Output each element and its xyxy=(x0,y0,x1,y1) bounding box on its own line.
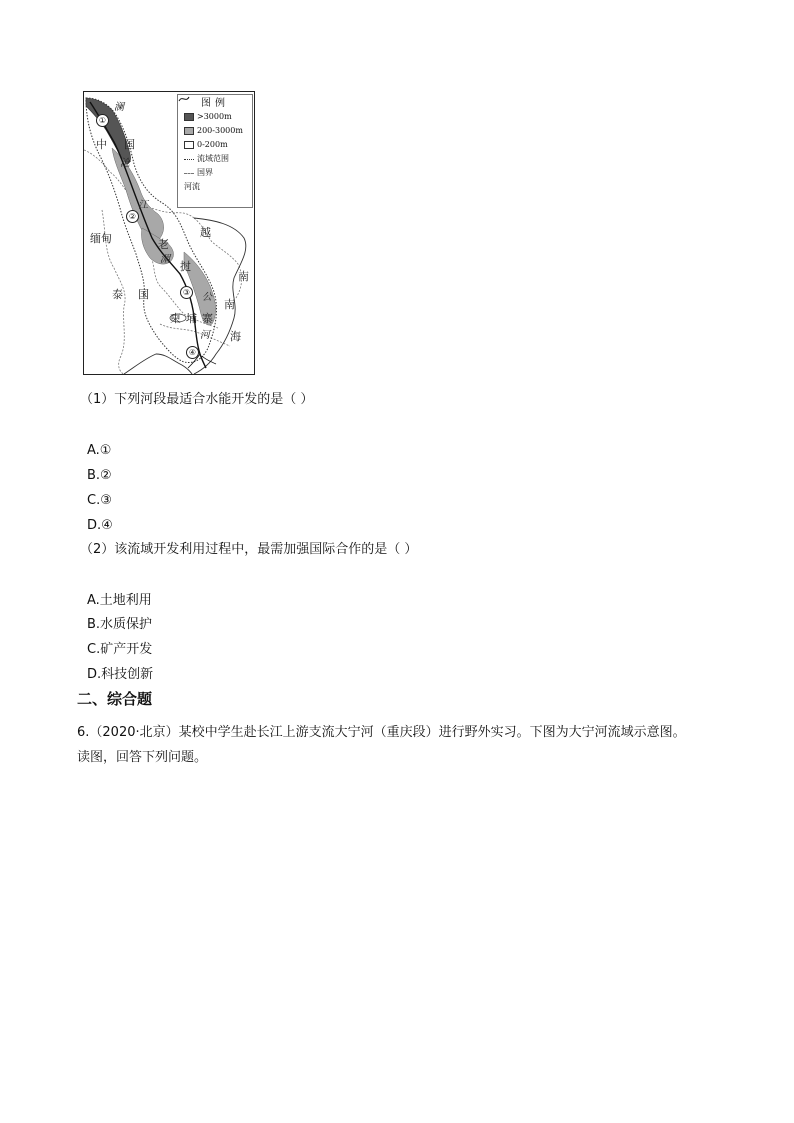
mekong-basin-map xyxy=(83,91,255,375)
question-1-stem: （1）下列河段最适合水能开发的是（ ） xyxy=(80,392,314,407)
marker-4: ④ xyxy=(186,346,199,359)
marker-2: ② xyxy=(126,210,139,223)
map-label-lao: 老 xyxy=(158,238,169,251)
map-label-guo2: 国 xyxy=(138,288,149,301)
legend-swatch-light xyxy=(184,141,194,149)
legend-row-low xyxy=(178,138,252,152)
legend-label: 河流 xyxy=(184,182,200,191)
question-6-line-1: 6.（2020·北京）某校中学生赴长江上游支流大宁河（重庆段）进行野外实习。下图为大宁河流域示意图。 xyxy=(77,725,686,740)
legend-row-high xyxy=(178,110,252,124)
map-label-hai: 海 xyxy=(230,330,241,343)
legend-row-basin xyxy=(178,152,252,166)
map-label-zhai: 寨 xyxy=(202,312,213,325)
legend-label: 流域范围 xyxy=(197,154,229,163)
question-1-option-d[interactable]: D.④ xyxy=(87,518,113,533)
map-label-guo: 国 xyxy=(124,138,135,151)
legend-river-icon xyxy=(178,95,190,103)
marker-1: ① xyxy=(96,114,109,127)
question-6-line-2: 读图，回答下列问题。 xyxy=(77,750,208,765)
map-label-yue: 越 xyxy=(200,226,211,239)
map-label-jiang: 江 xyxy=(138,200,148,211)
map-label-wo: 挝 xyxy=(180,260,191,273)
map-label-nan-sea: 南 xyxy=(224,298,235,311)
map-label-gong: 公 xyxy=(202,292,212,303)
question-1-option-c[interactable]: C.③ xyxy=(87,493,112,508)
map-label-cang: 沧 xyxy=(120,158,130,169)
map-label-pu: 埔 xyxy=(186,312,197,325)
legend-label: 国界 xyxy=(197,168,213,177)
legend-title: 图例 xyxy=(201,98,229,109)
legend-label: 0-200m xyxy=(197,140,228,149)
legend-label: >3000m xyxy=(197,112,232,121)
gulf-coastline xyxy=(124,354,192,374)
marker-3: ③ xyxy=(180,286,193,299)
question-1-option-b[interactable]: B.② xyxy=(87,468,112,483)
map-label-tai: 泰 xyxy=(112,288,123,301)
question-2-option-a[interactable]: A.土地利用 xyxy=(87,593,152,608)
question-1-option-a[interactable]: A.① xyxy=(87,443,112,458)
map-label-jian: 柬 xyxy=(170,312,181,325)
legend-row-mid xyxy=(178,124,252,138)
question-2-option-d[interactable]: D.科技创新 xyxy=(87,667,154,682)
legend-swatch-dark xyxy=(184,113,194,121)
map-legend xyxy=(177,94,253,208)
question-2-stem: （2）该流域开发利用过程中，最需加强国际合作的是（ ） xyxy=(80,542,418,557)
legend-row-river xyxy=(178,180,252,194)
legend-dash-line-icon xyxy=(184,173,194,174)
legend-label: 200-3000m xyxy=(197,126,243,135)
legend-dotted-line-icon xyxy=(184,159,194,160)
legend-row-border xyxy=(178,166,252,180)
map-label-he: 河 xyxy=(200,330,210,341)
map-label-mei: 湄 xyxy=(160,254,170,265)
map-label-zhong: 中 xyxy=(96,138,107,151)
map-label-nan-land: 南 xyxy=(238,270,249,283)
legend-swatch-mid xyxy=(184,127,194,135)
question-2-option-c[interactable]: C.矿产开发 xyxy=(87,642,153,657)
map-label-lan: 澜 xyxy=(114,102,124,113)
section-heading: 二、综合题 xyxy=(77,690,153,708)
map-label-myanmar: 缅甸 xyxy=(90,232,112,245)
question-2-option-b[interactable]: B.水质保护 xyxy=(87,617,153,632)
